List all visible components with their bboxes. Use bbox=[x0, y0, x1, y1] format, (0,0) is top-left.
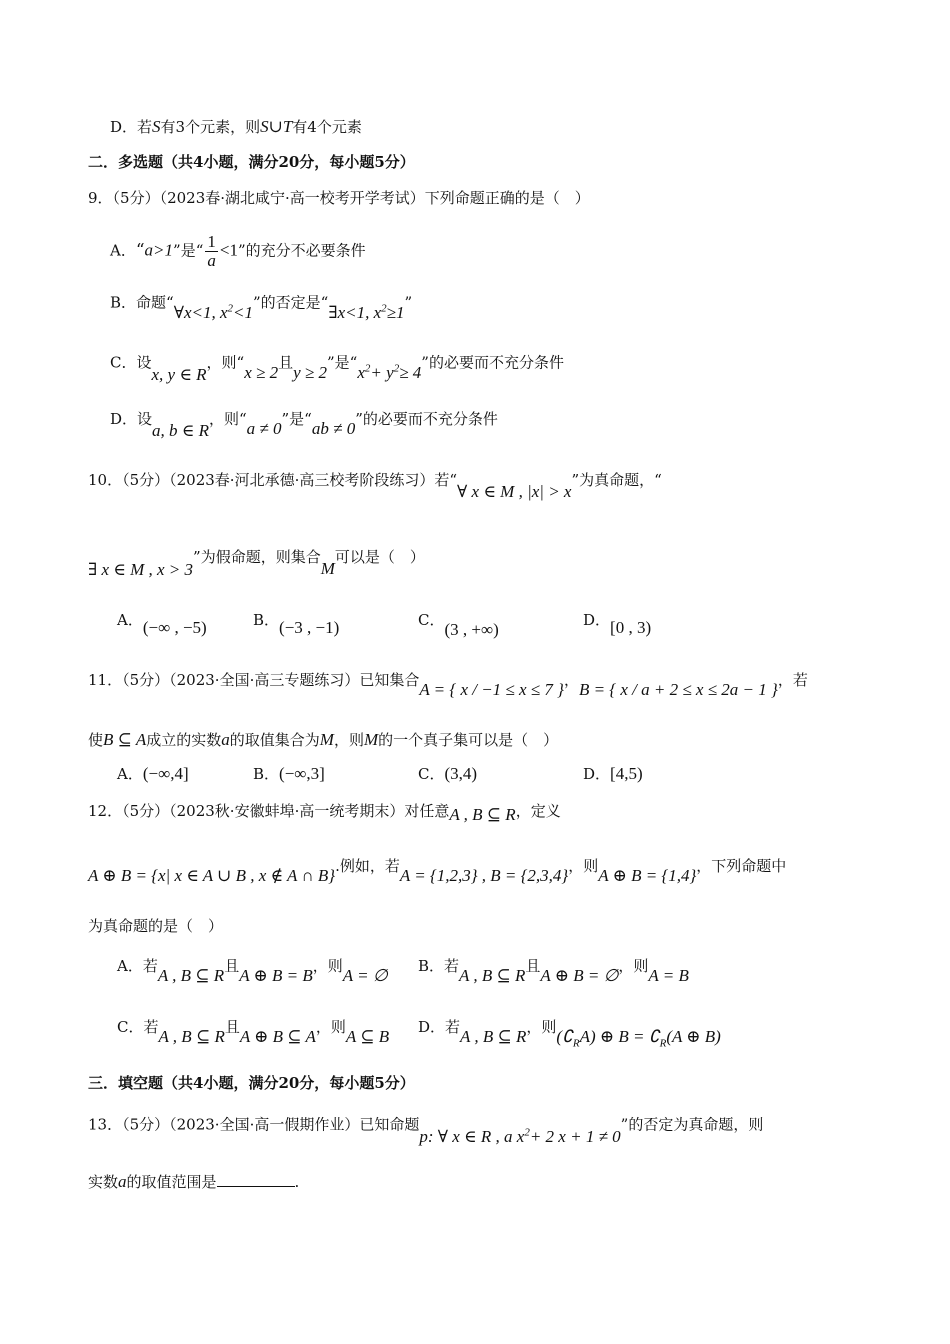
answer-blank[interactable] bbox=[217, 1172, 295, 1187]
q11-option-a: A．(−∞,4] bbox=[117, 764, 189, 783]
fraction-one-over-a: $\frac{1}{a}$ bbox=[207, 232, 216, 270]
section-heading-multiple-choice: 二．多选题（共4小题，满分20分，每小题5分） bbox=[88, 153, 415, 171]
section-heading-fill-in-blank: 三．填空题（共4小题，满分20分，每小题5分） bbox=[88, 1074, 415, 1092]
q8-option-d: D．若S有3个元素，则S∪T有4个元素 bbox=[110, 117, 362, 136]
q11-stem-line1: 11．（5分）（2023·全国·高三专题练习）已知集合A = { x / −1 ≤ x ≤ 7 }，B = { x / a + 2 ≤ x ≤ 2a − 1 }，若 bbox=[88, 671, 808, 699]
q9-option-a: A．“a>1”是“ $\frac{1}{a}$ <1”的充分不必要条件 bbox=[110, 232, 366, 270]
q11-stem-line2: 使B ⊆ A成立的实数a的取值集合为M，则M的一个真子集可以是（ ） bbox=[88, 730, 559, 749]
q12-stem-line2: A ⊕ B = {x| x ∈ A ∪ B , x ∉ A ∩ B}.例如，若A = {1,2,3} , B = {2,3,4}，则A ⊕ B = {1,4}，下列命题中 bbox=[88, 857, 787, 885]
q11-option-c: C．(3,4) bbox=[418, 764, 478, 783]
q9-option-d: D．设a, b ∈ R，则“a ≠ 0”是“ab ≠ 0”的必要而不充分条件 bbox=[110, 410, 498, 440]
q11-option-b: B．(−∞,3] bbox=[253, 764, 325, 783]
q9-option-c: C．设x, y ∈ R，则“x ≥ 2且y ≥ 2”是“$x^2+ y^2\ge 4$”的必要而不充分条件 bbox=[110, 353, 564, 384]
q10-option-d: D．[0 , 3) bbox=[583, 611, 652, 637]
q13-stem-line2: 实数a的取值范围是 . bbox=[88, 1172, 300, 1191]
q12-option-d: D．若A , B ⊆ R，则$(∁_RA)$ ⊕ $B = ∁_R(A$ ⊕ B) bbox=[418, 1018, 721, 1050]
q9-option-b: B．命题“∀x<1, $x^2<1$”的否定是“∃x<1, $x^2\ge 1$” bbox=[110, 293, 413, 322]
q11-option-d: D．[4,5) bbox=[583, 764, 643, 783]
q12-stem-line1: 12．（5分）（2023秋·安徽蚌埠·高一统考期末）对任意A , B ⊆ R，定义 bbox=[88, 802, 561, 824]
q9-stem: 9．（5分）（2023春·湖北咸宁·高一校考开学考试）下列命题正确的是（ ） bbox=[88, 189, 590, 207]
q10-option-c: C．(3 , +∞) bbox=[418, 611, 499, 639]
q10-option-b: B．(−3 , −1) bbox=[253, 611, 340, 637]
q12-option-c: C．若A , B ⊆ R且A ⊕ B ⊆ A，则A ⊆ B bbox=[117, 1018, 390, 1046]
q10-stem-line1: 10．（5分）（2023春·河北承德·高三校考阶段练习）若“∀ x ∈ M , |x| > x”为真命题，“ bbox=[88, 471, 662, 501]
q12-option-a: A．若A , B ⊆ R且A ⊕ B = B，则A = ∅ bbox=[117, 957, 388, 985]
q12-stem-line3: 为真命题的是（ ） bbox=[88, 917, 224, 935]
q10-stem-line2: ∃ x ∈ M , x > 3”为假命题，则集合M可以是（ ） bbox=[88, 548, 425, 579]
q10-option-a: A．(−∞ , −5) bbox=[117, 611, 207, 637]
q12-option-b: B．若A , B ⊆ R且A ⊕ B = ∅，则A = B bbox=[418, 957, 689, 985]
q13-stem-line1: 13．（5分）（2023·全国·高一假期作业）已知命题p: ∀ x ∈ R , a $x^2+ 2$ x + 1 ≠ 0”的否定为真命题，则 bbox=[88, 1115, 764, 1146]
